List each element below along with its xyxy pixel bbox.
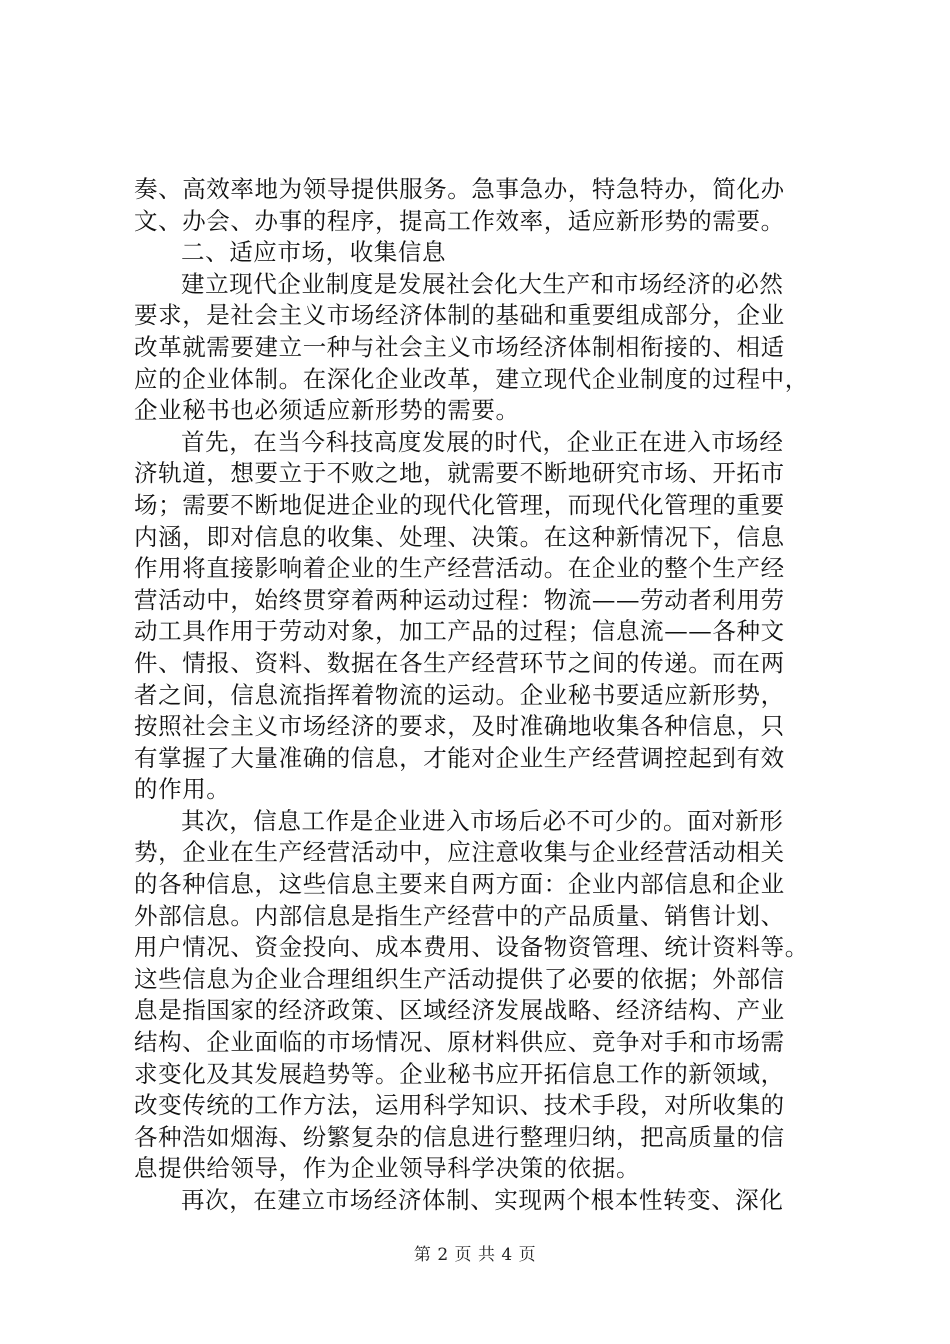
text-line: 用户情况、资金投向、成本费用、设备物资管理、统计资料等。 bbox=[134, 933, 809, 962]
text-line: 件、情报、资料、数据在各生产经营环节之间的传递。而在两 bbox=[134, 648, 785, 677]
text-line: 有掌握了大量准确的信息，才能对企业生产经营调控起到有效 bbox=[134, 743, 785, 772]
text-line: 营活动中，始终贯穿着两种运动过程：物流——劳动者利用劳 bbox=[134, 585, 785, 614]
text-line: 外部信息。内部信息是指生产经营中的产品质量、销售计划、 bbox=[134, 901, 785, 930]
text-line: 息是指国家的经济政策、区域经济发展战略、经济结构、产业 bbox=[134, 996, 785, 1025]
text-line: 作用将直接影响着企业的生产经营活动。在企业的整个生产经 bbox=[134, 554, 785, 583]
text-line: 再次，在建立市场经济体制、实现两个根本性转变、深化 bbox=[181, 1186, 784, 1214]
text-line: 势，企业在生产经营活动中，应注意收集与企业经营活动相关 bbox=[134, 838, 785, 867]
text-line: 求变化及其发展趋势等。企业秘书应开拓信息工作的新领域， bbox=[134, 1059, 785, 1088]
text-line: 企业秘书也必须适应新形势的需要。 bbox=[134, 396, 520, 425]
text-line: 场；需要不断地促进企业的现代化管理，而现代化管理的重要 bbox=[134, 490, 785, 519]
text-line: 首先，在当今科技高度发展的时代，企业正在进入市场经 bbox=[181, 427, 784, 456]
body-text bbox=[134, 174, 824, 1217]
text-line: 按照社会主义市场经济的要求，及时准确地收集各种信息，只 bbox=[134, 712, 785, 741]
text-line: 的作用。 bbox=[134, 775, 231, 804]
text-line: 动工具作用于劳动对象，加工产品的过程；信息流——各种文 bbox=[134, 617, 785, 646]
text-line: 息提供给领导，作为企业领导科学决策的依据。 bbox=[134, 1154, 641, 1183]
text-line: 者之间，信息流指挥着物流的运动。企业秘书要适应新形势， bbox=[134, 680, 785, 709]
page-footer: 第 2 页 共 4 页 bbox=[413, 1245, 537, 1265]
text-line: 建立现代企业制度是发展社会化大生产和市场经济的必然 bbox=[181, 269, 784, 298]
text-line: 应的企业体制。在深化企业改革，建立现代企业制度的过程中， bbox=[134, 364, 809, 393]
text-line: 结构、企业面临的市场情况、原材料供应、竞争对手和市场需 bbox=[134, 1028, 785, 1057]
text-line: 其次，信息工作是企业进入市场后必不可少的。面对新形 bbox=[181, 806, 784, 835]
text-line: 这些信息为企业合理组织生产活动提供了必要的依据；外部信 bbox=[134, 964, 785, 993]
text-line: 济轨道，想要立于不败之地，就需要不断地研究市场、开拓市 bbox=[134, 459, 785, 488]
text-line: 改革就需要建立一种与社会主义市场经济体制相衔接的、相适 bbox=[134, 332, 785, 361]
text-line: 要求，是社会主义市场经济体制的基础和重要组成部分，企业 bbox=[134, 301, 785, 330]
text-line: 各种浩如烟海、纷繁复杂的信息进行整理归纳，把高质量的信 bbox=[134, 1122, 785, 1151]
text-line: 二、适应市场，收集信息 bbox=[181, 238, 447, 267]
text-line: 改变传统的工作方法，运用科学知识、技术手段，对所收集的 bbox=[134, 1091, 785, 1120]
text-line: 的各种信息，这些信息主要来自两方面：企业内部信息和企业 bbox=[134, 870, 785, 899]
text-line: 奏、高效率地为领导提供服务。急事急办，特急特办，简化办 bbox=[134, 175, 785, 203]
text-line: 文、办会、办事的程序，提高工作效率，适应新形势的需要。 bbox=[134, 206, 785, 235]
text-line: 内涵，即对信息的收集、处理、决策。在这种新情况下，信息 bbox=[134, 522, 785, 551]
